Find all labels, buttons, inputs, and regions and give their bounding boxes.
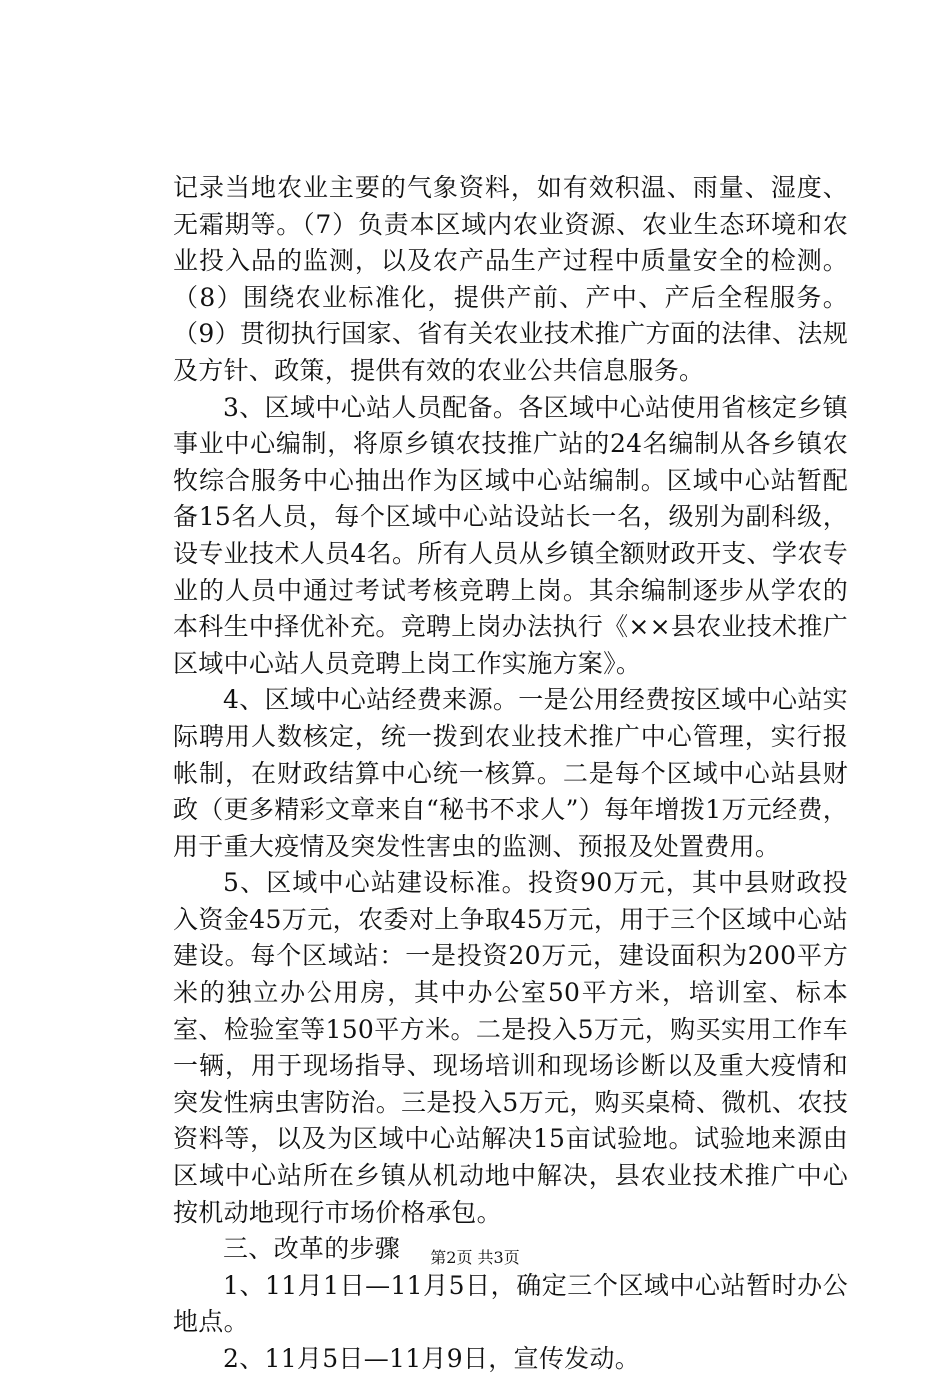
section-heading-reform-steps: 三、改革的步骤: [223, 1234, 401, 1264]
document-body: [173, 170, 848, 1378]
paragraph-staffing: 3、区域中心站人员配备。各区域中心站使用省核定乡镇事业中心编制，将原乡镇农技推广站的24名编制从各乡镇农牧综合服务中心抽出作为区域中心站编制。区域中心站暂配备15名人员，每个区域中心站设站长一名，级别为副科级，设专业技术人员4名。所有人员从乡镇全额财政开支、学农专业的人员中通过考试考核竞聘上岗。其余编制逐步从学农的本科生中择优补充。竞聘上岗办法执行《××县农业技术推广区域中心站人员竞聘上岗工作实施方案》。: [173, 392, 848, 678]
paragraph-step-1: 1、11月1日—11月5日，确定三个区域中心站暂时办公地点。: [173, 1270, 848, 1337]
paragraph-step-2: 2、11月5日—11月9日，宣传发动。: [223, 1344, 641, 1373]
paragraph-construction-standard: 5、区域中心站建设标准。投资90万元，其中县财政投入资金45万元，农委对上争取45万元，用于三个区域中心站建设。每个区域站：一是投资20万元，建设面积为200平方米的独立办公用房，其中办公室50平方米，培训室、标本室、检验室等150平方米。二是投入5万元，购买实用工作车一辆，用于现场指导、现场培训和现场诊断以及重大疫情和突发性病虫害防治。三是投入5万元，购买桌椅、微机、农技资料等，以及为区域中心站解决15亩试验地。试验地来源由区域中心站所在乡镇从机动地中解决，县农业技术推广中心按机动地现行市场价格承包。: [173, 868, 848, 1227]
paragraph-funding: 4、区域中心站经费来源。一是公用经费按区域中心站实际聘用人数核定，统一拨到农业技术推广中心管理，实行报帐制，在财政结算中心统一核算。二是每个区域中心站县财政（更多精彩文章来自“秘书不求人”）每年增拨1万元经费，用于重大疫情及突发性害虫的监测、预报及处置费用。: [173, 685, 848, 861]
paragraph-duties-continued: 记录当地农业主要的气象资料，如有效积温、雨量、湿度、无霜期等。（7）负责本区域内农业资源、农业生态环境和农业投入品的监测，以及农产品生产过程中质量安全的检测。（8）围绕农业标准化，提供产前、产中、产后全程服务。（9）贯彻执行国家、省有关农业技术推广方面的法律、法规及方针、政策，提供有效的农业公共信息服务。: [173, 173, 848, 385]
page-footer: 第2页 共3页: [430, 1248, 520, 1267]
